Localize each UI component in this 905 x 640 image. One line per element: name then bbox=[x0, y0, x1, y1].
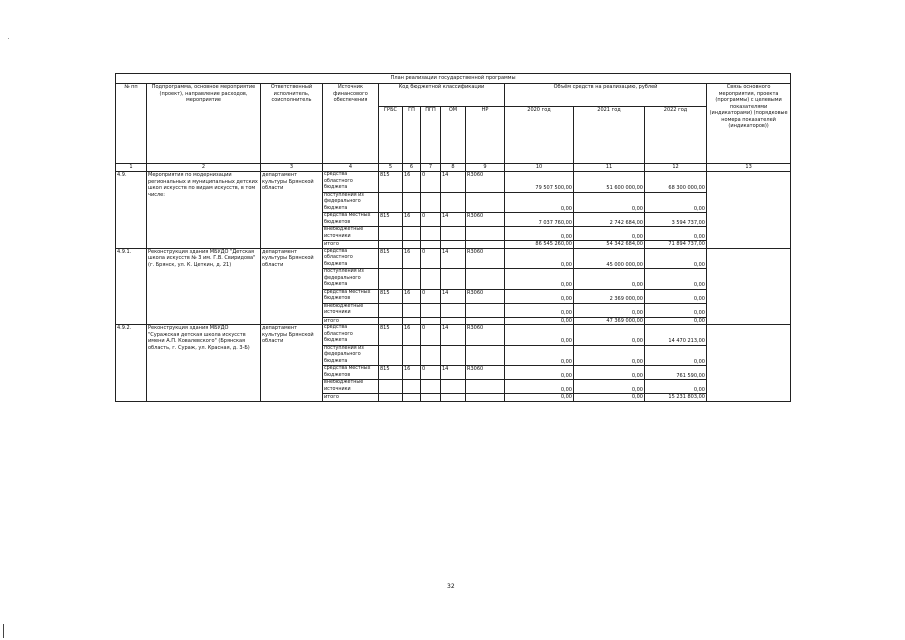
responsible-executor: департамент культуры Брянской области bbox=[261, 172, 323, 249]
total-y2021: 0,00 bbox=[574, 394, 645, 402]
responsible-executor: департамент культуры Брянской области bbox=[261, 325, 323, 402]
measure-name: Реконструкция здания МБУДО "Детская школа искусств № 3 им. Г.В. Свиридова" (г. Брянск, ул. К. Цеткин, д. 21) bbox=[147, 248, 261, 325]
table-title: План реализации государственной программы bbox=[116, 74, 791, 84]
amount-y2022: 0,00 bbox=[645, 380, 707, 394]
code-grbs: 815 bbox=[379, 248, 403, 269]
amount-y2022: 0,00 bbox=[645, 269, 707, 290]
code-om: 14 bbox=[441, 172, 466, 193]
amount-y2022: 0,00 bbox=[645, 303, 707, 317]
scan-edge-mark bbox=[3, 624, 4, 638]
column-number: 13 bbox=[707, 164, 791, 172]
code-empty bbox=[466, 317, 505, 325]
funding-source: поступления из федерального бюджета bbox=[323, 345, 379, 366]
amount-y2020: 0,00 bbox=[505, 303, 574, 317]
amount-y2022: 0,00 bbox=[645, 248, 707, 269]
funding-source: средства областного бюджета bbox=[323, 248, 379, 269]
column-number-row bbox=[116, 164, 791, 172]
amount-y2021: 0,00 bbox=[574, 345, 645, 366]
amount-y2020: 0,00 bbox=[505, 269, 574, 290]
header-row-1 bbox=[116, 84, 791, 107]
header-responsible: Ответственный исполнитель, соисполнитель bbox=[261, 84, 323, 164]
amount-y2022: 0,00 bbox=[645, 227, 707, 241]
column-number: 4 bbox=[323, 164, 379, 172]
indicator-link bbox=[707, 248, 791, 325]
amount-y2021: 51 600 000,00 bbox=[574, 172, 645, 193]
code-nr bbox=[466, 380, 505, 394]
code-nr: R3060 bbox=[466, 213, 505, 227]
code-pgp bbox=[421, 192, 441, 213]
funding-source-total: итого bbox=[323, 241, 379, 249]
code-gp bbox=[403, 303, 421, 317]
amount-y2022: 0,00 bbox=[645, 345, 707, 366]
amount-y2021: 45 000 000,00 bbox=[574, 248, 645, 269]
header-link: Связь основного мероприятия, проекта (программы) с целевыми показателями (индикаторами) (порядковые номера показателей (индикаторов)) bbox=[707, 84, 791, 164]
code-pgp bbox=[421, 227, 441, 241]
amount-y2022: 3 594 737,00 bbox=[645, 213, 707, 227]
code-empty bbox=[466, 394, 505, 402]
sections-body bbox=[116, 172, 791, 402]
code-gp: 16 bbox=[403, 366, 421, 380]
funding-source: внебюджетные источники bbox=[323, 303, 379, 317]
code-empty bbox=[403, 241, 421, 249]
funding-source-total: итого bbox=[323, 317, 379, 325]
header-nr: НР bbox=[466, 107, 505, 164]
column-number: 10 bbox=[505, 164, 574, 172]
amount-y2021: 0,00 bbox=[574, 227, 645, 241]
code-empty bbox=[421, 394, 441, 402]
funding-source: внебюджетные источники bbox=[323, 380, 379, 394]
column-number: 11 bbox=[574, 164, 645, 172]
code-om bbox=[441, 269, 466, 290]
table-row bbox=[116, 172, 791, 193]
header-gp: ГП bbox=[403, 107, 421, 164]
code-pgp: 0 bbox=[421, 289, 441, 303]
code-om bbox=[441, 303, 466, 317]
column-number: 3 bbox=[261, 164, 323, 172]
funding-source: средства областного бюджета bbox=[323, 172, 379, 193]
header-amount: Объём средств на реализацию, рублей bbox=[505, 84, 707, 107]
amount-y2020: 0,00 bbox=[505, 248, 574, 269]
total-y2020: 86 545 260,00 bbox=[505, 241, 574, 249]
code-pgp bbox=[421, 269, 441, 290]
scan-dot bbox=[8, 38, 9, 39]
measure-name: Мероприятия по модернизации региональных и муниципальных детских школ искусств по видам искусств, в том числе: bbox=[147, 172, 261, 249]
code-grbs bbox=[379, 303, 403, 317]
amount-y2021: 0,00 bbox=[574, 366, 645, 380]
code-om: 14 bbox=[441, 248, 466, 269]
funding-source: поступления из федерального бюджета bbox=[323, 269, 379, 290]
code-gp bbox=[403, 227, 421, 241]
column-number: 7 bbox=[421, 164, 441, 172]
amount-y2021: 0,00 bbox=[574, 192, 645, 213]
code-gp: 16 bbox=[403, 325, 421, 346]
header-no: № пп bbox=[116, 84, 147, 164]
column-number: 2 bbox=[147, 164, 261, 172]
indicator-link bbox=[707, 325, 791, 402]
code-nr: R3060 bbox=[466, 248, 505, 269]
code-nr: R3060 bbox=[466, 325, 505, 346]
code-pgp: 0 bbox=[421, 366, 441, 380]
amount-y2022: 0,00 bbox=[645, 289, 707, 303]
code-grbs bbox=[379, 380, 403, 394]
code-gp: 16 bbox=[403, 248, 421, 269]
code-empty bbox=[441, 394, 466, 402]
responsible-executor: департамент культуры Брянской области bbox=[261, 248, 323, 325]
amount-y2022: 68 300 000,00 bbox=[645, 172, 707, 193]
funding-source: средства местных бюджетов bbox=[323, 289, 379, 303]
amount-y2021: 2 742 684,00 bbox=[574, 213, 645, 227]
code-gp bbox=[403, 380, 421, 394]
header-source: Источник финансового обеспечения bbox=[323, 84, 379, 164]
amount-y2022: 0,00 bbox=[645, 192, 707, 213]
code-nr bbox=[466, 303, 505, 317]
code-nr bbox=[466, 269, 505, 290]
header-2022: 2022 год bbox=[645, 107, 707, 164]
funding-source-total: итого bbox=[323, 394, 379, 402]
code-empty bbox=[379, 317, 403, 325]
code-om bbox=[441, 380, 466, 394]
code-empty bbox=[379, 394, 403, 402]
total-y2022: 71 894 737,00 bbox=[645, 241, 707, 249]
code-pgp: 0 bbox=[421, 213, 441, 227]
code-empty bbox=[421, 317, 441, 325]
code-empty bbox=[466, 241, 505, 249]
code-grbs bbox=[379, 192, 403, 213]
amount-y2021: 0,00 bbox=[574, 380, 645, 394]
amount-y2020: 0,00 bbox=[505, 325, 574, 346]
code-gp bbox=[403, 192, 421, 213]
code-gp: 16 bbox=[403, 289, 421, 303]
table-title-row bbox=[116, 74, 791, 84]
code-pgp: 0 bbox=[421, 325, 441, 346]
code-empty bbox=[403, 317, 421, 325]
amount-y2020: 0,00 bbox=[505, 289, 574, 303]
indicator-link bbox=[707, 172, 791, 249]
table-body bbox=[116, 74, 791, 172]
header-budget-code: Код бюджетной классификации bbox=[379, 84, 505, 107]
code-gp: 16 bbox=[403, 172, 421, 193]
code-nr bbox=[466, 192, 505, 213]
code-grbs: 815 bbox=[379, 172, 403, 193]
header-grbs: ГРБС bbox=[379, 107, 403, 164]
column-number: 9 bbox=[466, 164, 505, 172]
code-pgp bbox=[421, 303, 441, 317]
code-nr bbox=[466, 227, 505, 241]
code-grbs bbox=[379, 269, 403, 290]
total-y2021: 47 369 000,00 bbox=[574, 317, 645, 325]
amount-y2020: 0,00 bbox=[505, 345, 574, 366]
column-number: 12 bbox=[645, 164, 707, 172]
total-y2022: 0,00 bbox=[645, 317, 707, 325]
code-grbs: 815 bbox=[379, 213, 403, 227]
total-y2022: 15 231 803,00 bbox=[645, 394, 707, 402]
code-empty bbox=[441, 241, 466, 249]
code-nr bbox=[466, 345, 505, 366]
table-row bbox=[116, 325, 791, 346]
code-empty bbox=[403, 394, 421, 402]
code-pgp: 0 bbox=[421, 172, 441, 193]
amount-y2020: 79 507 500,00 bbox=[505, 172, 574, 193]
code-om: 14 bbox=[441, 366, 466, 380]
code-grbs: 815 bbox=[379, 289, 403, 303]
amount-y2020: 7 037 760,00 bbox=[505, 213, 574, 227]
row-number: 4.9.2. bbox=[116, 325, 147, 402]
code-om: 14 bbox=[441, 289, 466, 303]
code-nr: R3060 bbox=[466, 172, 505, 193]
amount-y2020: 0,00 bbox=[505, 227, 574, 241]
funding-source: средства местных бюджетов bbox=[323, 213, 379, 227]
code-nr: R3060 bbox=[466, 289, 505, 303]
column-number: 5 bbox=[379, 164, 403, 172]
table-row bbox=[116, 248, 791, 269]
amount-y2022: 14 470 213,00 bbox=[645, 325, 707, 346]
code-nr: R3060 bbox=[466, 366, 505, 380]
total-y2020: 0,00 bbox=[505, 317, 574, 325]
code-om bbox=[441, 345, 466, 366]
amount-y2021: 0,00 bbox=[574, 269, 645, 290]
code-om: 14 bbox=[441, 213, 466, 227]
amount-y2021: 0,00 bbox=[574, 325, 645, 346]
funding-source: средства местных бюджетов bbox=[323, 366, 379, 380]
code-grbs: 815 bbox=[379, 366, 403, 380]
header-pgp: ПГП bbox=[421, 107, 441, 164]
code-pgp bbox=[421, 345, 441, 366]
column-number: 8 bbox=[441, 164, 466, 172]
total-y2020: 0,00 bbox=[505, 394, 574, 402]
amount-y2022: 761 590,00 bbox=[645, 366, 707, 380]
header-2021: 2021 год bbox=[574, 107, 645, 164]
code-grbs bbox=[379, 227, 403, 241]
funding-source: внебюджетные источники bbox=[323, 227, 379, 241]
header-2020: 2020 год bbox=[505, 107, 574, 164]
code-gp bbox=[403, 345, 421, 366]
state-program-plan-table bbox=[115, 73, 791, 402]
funding-source: поступления из федерального бюджета bbox=[323, 192, 379, 213]
code-om bbox=[441, 192, 466, 213]
code-gp: 16 bbox=[403, 213, 421, 227]
header-subprogram: Подпрограмма, основное мероприятие (проект), направление расходов, мероприятие bbox=[147, 84, 261, 164]
header-om: ОМ bbox=[441, 107, 466, 164]
amount-y2020: 0,00 bbox=[505, 366, 574, 380]
column-number: 1 bbox=[116, 164, 147, 172]
code-empty bbox=[441, 317, 466, 325]
amount-y2021: 2 369 000,00 bbox=[574, 289, 645, 303]
code-empty bbox=[379, 241, 403, 249]
measure-name: Реконструкция здания МБУДО "Суражская детская школа искусств имени А.П. Ковалевского" (Брянская область, г. Сураж, ул. Красная, д. 3-Б) bbox=[147, 325, 261, 402]
code-gp bbox=[403, 269, 421, 290]
code-pgp: 0 bbox=[421, 248, 441, 269]
code-pgp bbox=[421, 380, 441, 394]
code-om bbox=[441, 227, 466, 241]
page-number: 32 bbox=[447, 583, 455, 590]
code-empty bbox=[421, 241, 441, 249]
amount-y2020: 0,00 bbox=[505, 192, 574, 213]
code-grbs bbox=[379, 345, 403, 366]
column-number: 6 bbox=[403, 164, 421, 172]
amount-y2021: 0,00 bbox=[574, 303, 645, 317]
row-number: 4.9.1. bbox=[116, 248, 147, 325]
code-om: 14 bbox=[441, 325, 466, 346]
row-number: 4.9. bbox=[116, 172, 147, 249]
code-grbs: 815 bbox=[379, 325, 403, 346]
total-y2021: 54 342 684,00 bbox=[574, 241, 645, 249]
funding-source: средства областного бюджета bbox=[323, 325, 379, 346]
amount-y2020: 0,00 bbox=[505, 380, 574, 394]
